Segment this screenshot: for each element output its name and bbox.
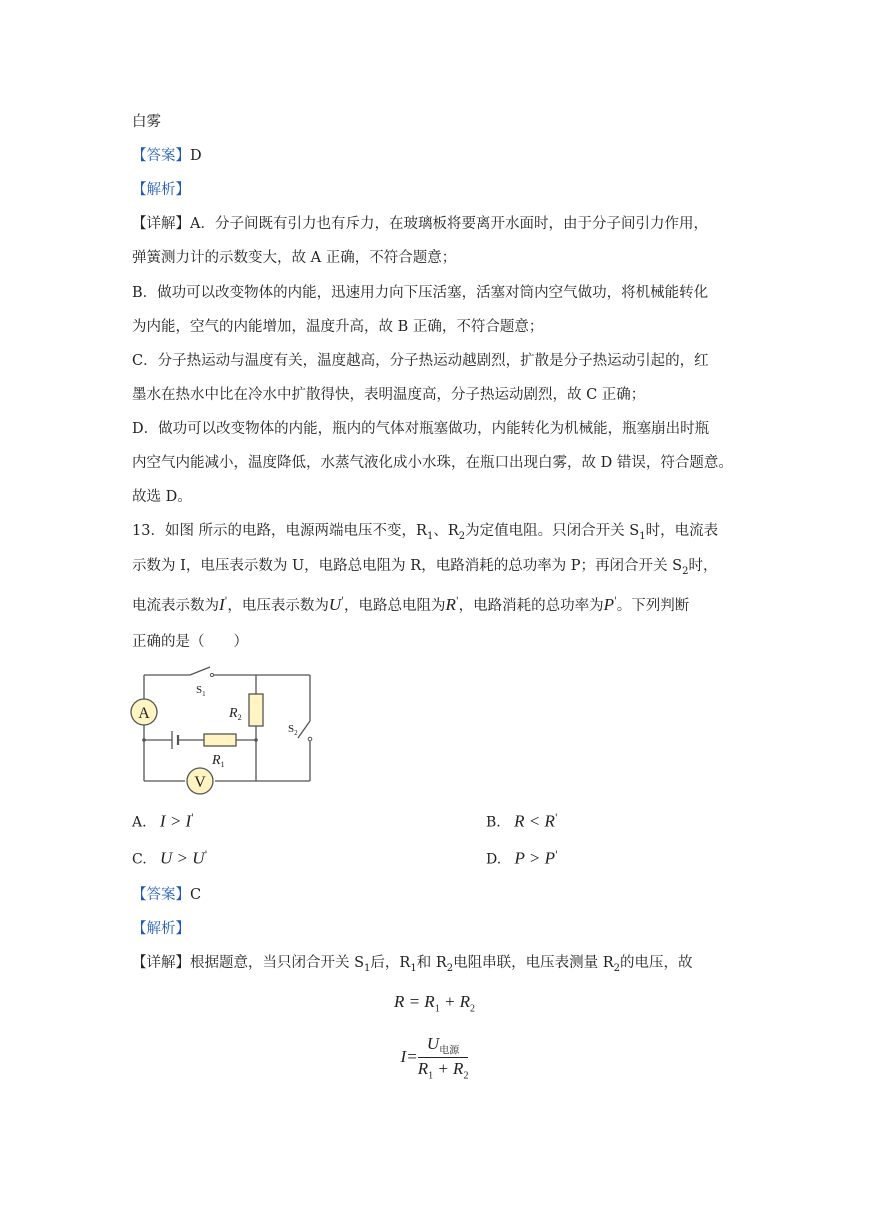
paragraph-line: 墨水在热水中比在冷水中扩散得快，表明温度高，分子热运动剧烈，故 C 正确； — [132, 387, 646, 403]
answer-value: D — [190, 148, 202, 164]
paragraph-line: B．做功可以改变物体的内能，迅速用力向下压活塞，活塞对筒内空气做功，将机械能转化 — [132, 285, 709, 301]
equation-1: $R = R_1 + R_2$ — [393, 992, 476, 1015]
label-r2: $R_2$ — [229, 706, 242, 722]
detail-line — [132, 214, 708, 234]
question-13-line-2: 示数为 I，电压表示数为 U，电路总电阻为 R，电路消耗的总功率为 P；再闭合开关 $S_2$时， — [132, 558, 718, 577]
resistor-r2 — [249, 694, 263, 726]
switch-s2-blade — [298, 721, 310, 738]
question-13-line-3: 电流表示数为I'，电压表示数为U'，电路总电阻为R'，电路消耗的总功率为P'。下列判断 — [132, 594, 690, 614]
resistor-r1 — [204, 734, 236, 746]
switch-s1-blade — [190, 667, 210, 675]
option-a: A. I > I' — [132, 811, 194, 831]
fraction: $\frac{U_{电源}}{R_1 + R_2}$ — [417, 1034, 469, 1082]
question-13-line-1: 13．如图 所示的电路，电源两端电压不变，$R_1$、$R_2$为定值电阻。只闭合开关 $S_1$时，电流表 — [132, 523, 719, 542]
paragraph-line: D．做功可以改变物体的内能，瓶内的气体对瓶塞做功，内能转化为机械能，瓶塞崩出时瓶 — [132, 421, 710, 437]
paragraph-line: 白雾 — [132, 114, 161, 130]
option-c: C. U > U' — [132, 848, 208, 868]
label-r1: $R_1$ — [212, 753, 225, 769]
answer-label: 【答案】 — [132, 148, 190, 164]
answer-value: C — [190, 887, 202, 903]
circuit-diagram — [128, 665, 318, 795]
switch-s2-contact — [308, 737, 312, 741]
paragraph-line: 弹簧测力计的示数变大，故 A 正确，不符合题意； — [132, 250, 457, 266]
detail-line: 【详解】根据题意，当只闭合开关 $S_1$后，$R_1$和 $R_2$电阻串联，电压表测量 $R_2$的电压，故 — [132, 955, 693, 974]
answer-line — [132, 146, 202, 166]
answer-line — [132, 885, 201, 905]
switch-s1-contact — [210, 673, 213, 676]
detail-text: A．分子间既有引力也有斥力，在玻璃板将要离开水面时，由于分子间引力作用， — [190, 216, 708, 232]
analysis-label: 【解析】 — [132, 921, 190, 937]
junction-dot — [254, 738, 258, 742]
question-13-line-4: 正确的是（ ） — [132, 634, 248, 650]
equation-2: I= $\frac{U_{电源}}{R_1 + R_2}$ — [400, 1034, 469, 1082]
paragraph-line: 为内能，空气的内能增加，温度升高，故 B 正确，不符合题意； — [132, 319, 544, 335]
answer-label: 【答案】 — [132, 887, 190, 903]
ammeter-label: A — [138, 705, 150, 722]
label-s2: $S_2$ — [288, 723, 298, 737]
label-s1: $S_1$ — [196, 684, 206, 698]
detail-label: 【详解】 — [132, 216, 190, 232]
voltmeter-label: V — [194, 774, 206, 791]
junction-dot — [142, 738, 146, 742]
paragraph-line: 内空气内能减小，温度降低，水蒸气液化成小水珠，在瓶口出现白雾，故 D 错误，符合题意。 — [132, 455, 733, 471]
option-d: D. P > P' — [486, 848, 558, 868]
analysis-label: 【解析】 — [132, 182, 190, 198]
paragraph-line: C．分子热运动与温度有关，温度越高，分子热运动越剧烈，扩散是分子热运动引起的，红 — [132, 353, 709, 369]
paragraph-line: 故选 D。 — [132, 489, 192, 505]
option-b: B. R < R' — [486, 811, 558, 831]
